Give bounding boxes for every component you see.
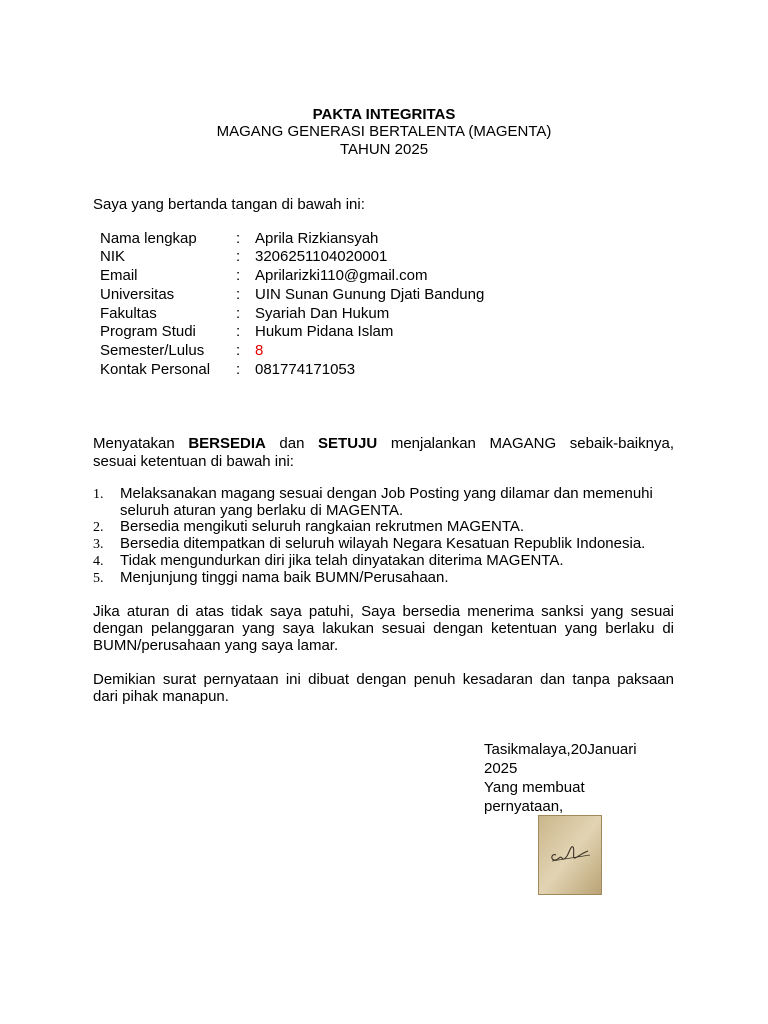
identity-label: Program Studi (100, 323, 196, 340)
identity-colon: : (236, 230, 241, 247)
list-item-text: Tidak mengundurkan diri jika telah dinyatakan diterima MAGENTA. (120, 552, 564, 569)
identity-value: 081774171053 (255, 361, 356, 378)
closing-line: Demikian surat pernyataan ini dibuat dengan penuh kesadaran dan tanpa paksaan (93, 671, 674, 688)
statement-word: dan (279, 435, 305, 452)
statement-line (93, 435, 674, 453)
identity-label: NIK (100, 248, 126, 265)
statement-word: sebaik-baiknya, (569, 435, 674, 452)
intro-text: Saya yang bertanda tangan di bawah ini: (93, 196, 365, 213)
sanction-line: Jika aturan di atas tidak saya patuhi, Saya bersedia menerima sanksi yang sesuai (93, 603, 674, 620)
document-subtitle: MAGANG GENERASI BERTALENTA (MAGENTA) (216, 123, 552, 140)
statement-line: sesuai ketentuan di bawah ini: (93, 453, 294, 470)
list-item-text: seluruh aturan yang berlaku di MAGENTA. (120, 502, 404, 519)
identity-label: Universitas (100, 286, 175, 303)
list-item-number: 2. (93, 520, 104, 535)
identity-label: Fakultas (100, 305, 157, 322)
list-item-number: 5. (93, 571, 104, 586)
sanction-line: BUMN/perusahaan yang saya lamar. (93, 637, 339, 654)
signature-maker: pernyataan, (484, 798, 564, 815)
identity-colon: : (236, 361, 241, 378)
statement-bold-word: SETUJU (318, 435, 378, 452)
list-item-text: Melaksanakan magang sesuai dengan Job Posting yang dilamar dan memenuhi (120, 485, 653, 502)
statement-word: Menyatakan (93, 435, 175, 452)
identity-colon: : (236, 267, 241, 284)
identity-value: 8 (255, 342, 264, 359)
list-item-number: 3. (93, 537, 104, 552)
identity-colon: : (236, 305, 241, 322)
identity-value: UIN Sunan Gunung Djati Bandung (255, 286, 485, 303)
signature-place-date: Tasikmalaya,20Januari (484, 741, 637, 758)
list-item-text: Bersedia ditempatkan di seluruh wilayah Negara Kesatuan Republik Indonesia. (120, 535, 646, 552)
list-item-text: Bersedia mengikuti seluruh rangkaian rekrutmen MAGENTA. (120, 518, 525, 535)
signature-image (538, 815, 602, 895)
signature-paper (538, 815, 602, 895)
identity-value: Aprilarizki110@gmail.com (255, 267, 428, 284)
identity-colon: : (236, 286, 241, 303)
identity-value: Syariah Dan Hukum (255, 305, 390, 322)
signature-maker: Yang membuat (484, 779, 585, 796)
signature-year: 2025 (484, 760, 518, 777)
closing-line: dari pihak manapun. (93, 688, 229, 705)
statement-word: MAGANG (489, 435, 557, 452)
identity-value: 3206251104020001 (255, 248, 388, 265)
list-item-number: 1. (93, 487, 104, 502)
statement-word: menjalankan (390, 435, 476, 452)
identity-value: Hukum Pidana Islam (255, 323, 394, 340)
list-item-number: 4. (93, 554, 104, 569)
document-year: TAHUN 2025 (339, 141, 429, 158)
sanction-line: dengan pelanggaran yang saya lakukan sesuai dengan ketentuan yang berlaku di (93, 620, 674, 637)
identity-colon: : (236, 323, 241, 340)
identity-label: Kontak Personal (100, 361, 211, 378)
identity-colon: : (236, 248, 241, 265)
document-title: PAKTA INTEGRITAS (312, 106, 456, 123)
list-item-text: Menjunjung tinggi nama baik BUMN/Perusahaan. (120, 569, 449, 586)
identity-colon: : (236, 342, 241, 359)
statement-bold-word: BERSEDIA (188, 435, 266, 452)
identity-label: Nama lengkap (100, 230, 197, 247)
identity-label: Semester/Lulus (100, 342, 205, 359)
identity-value: Aprila Rizkiansyah (255, 230, 379, 247)
identity-label: Email (100, 267, 138, 284)
